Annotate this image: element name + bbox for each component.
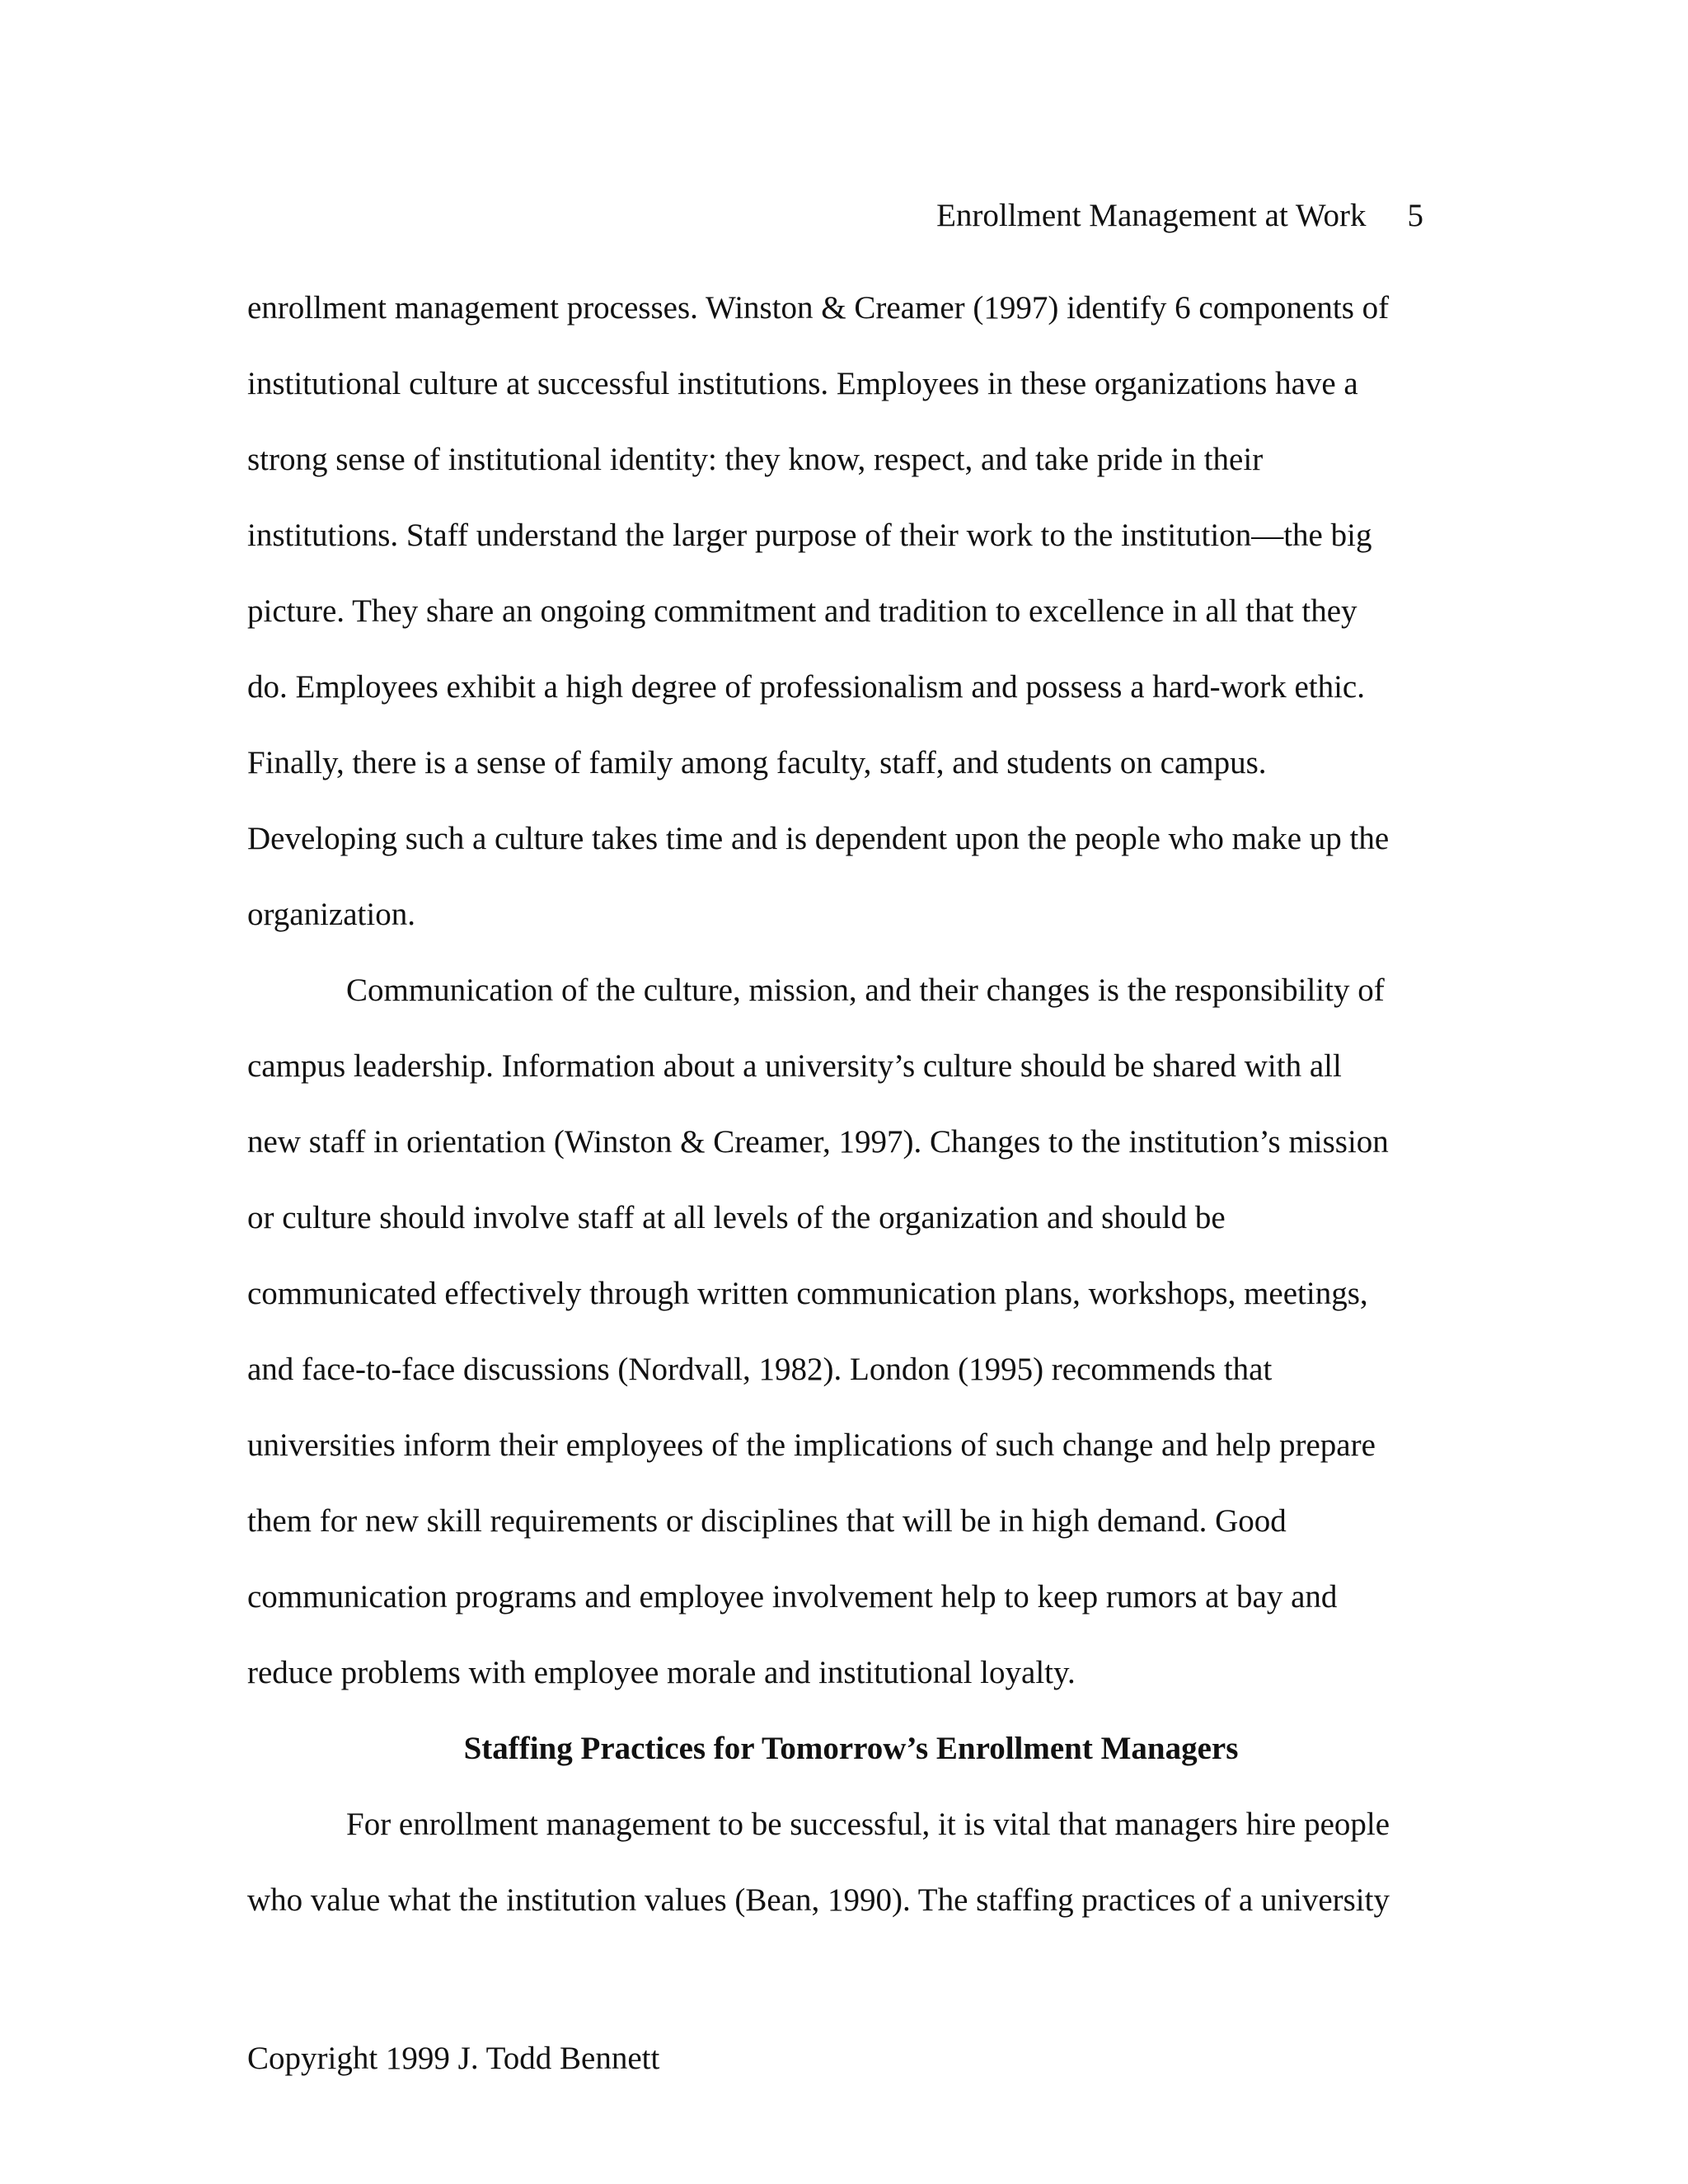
running-head-title: Enrollment Management at Work bbox=[936, 198, 1367, 233]
running-head bbox=[936, 194, 1423, 237]
text-line: communicated effectively through written communication plans, workshops, meetings, bbox=[247, 1276, 1368, 1311]
text-line: Developing such a culture takes time and is dependent upon the people who make up the bbox=[247, 821, 1390, 856]
footer-copyright: Copyright 1999 J. Todd Bennett bbox=[247, 2041, 660, 2076]
body-text bbox=[247, 270, 1434, 1938]
text-line: who value what the institution values (Bean, 1990). The staffing practices of a university bbox=[247, 1882, 1390, 1918]
text-line: do. Employees exhibit a high degree of professionalism and possess a hard-work ethic. bbox=[247, 669, 1365, 705]
text-line: new staff in orientation (Winston & Creamer, 1997). Changes to the institution’s mission bbox=[247, 1124, 1389, 1160]
text-line: picture. They share an ongoing commitment and tradition to excellence in all that they bbox=[247, 593, 1357, 629]
text-line: reduce problems with employee morale and institutional loyalty. bbox=[247, 1655, 1076, 1690]
text-line: and face-to-face discussions (Nordvall, 1982). London (1995) recommends that bbox=[247, 1352, 1273, 1387]
text-line: For enrollment management to be successful, it is vital that managers hire people bbox=[346, 1807, 1390, 1842]
text-line: Communication of the culture, mission, and their changes is the responsibility of bbox=[346, 972, 1385, 1008]
text-line: strong sense of institutional identity: they know, respect, and take pride in their bbox=[247, 442, 1264, 477]
page-number: 5 bbox=[1407, 198, 1423, 233]
text-line: enrollment management processes. Winston & Creamer (1997) identify 6 components of bbox=[247, 290, 1390, 326]
section-heading: Staffing Practices for Tomorrow’s Enrollment Managers bbox=[463, 1731, 1239, 1766]
text-line: universities inform their employees of the implications of such change and help prepare bbox=[247, 1427, 1376, 1463]
text-line: them for new skill requirements or disciplines that will be in high demand. Good bbox=[247, 1503, 1287, 1539]
text-line: communication programs and employee involvement help to keep rumors at bay and bbox=[247, 1579, 1338, 1615]
text-line: campus leadership. Information about a university’s culture should be shared with all bbox=[247, 1048, 1342, 1084]
text-line: organization. bbox=[247, 897, 415, 932]
text-line: institutions. Staff understand the larger purpose of their work to the institution—the big bbox=[247, 518, 1372, 553]
text-line: Finally, there is a sense of family among faculty, staff, and students on campus. bbox=[247, 745, 1267, 780]
text-line: institutional culture at successful institutions. Employees in these organizations have a bbox=[247, 366, 1358, 401]
text-line: or culture should involve staff at all levels of the organization and should be bbox=[247, 1200, 1226, 1235]
